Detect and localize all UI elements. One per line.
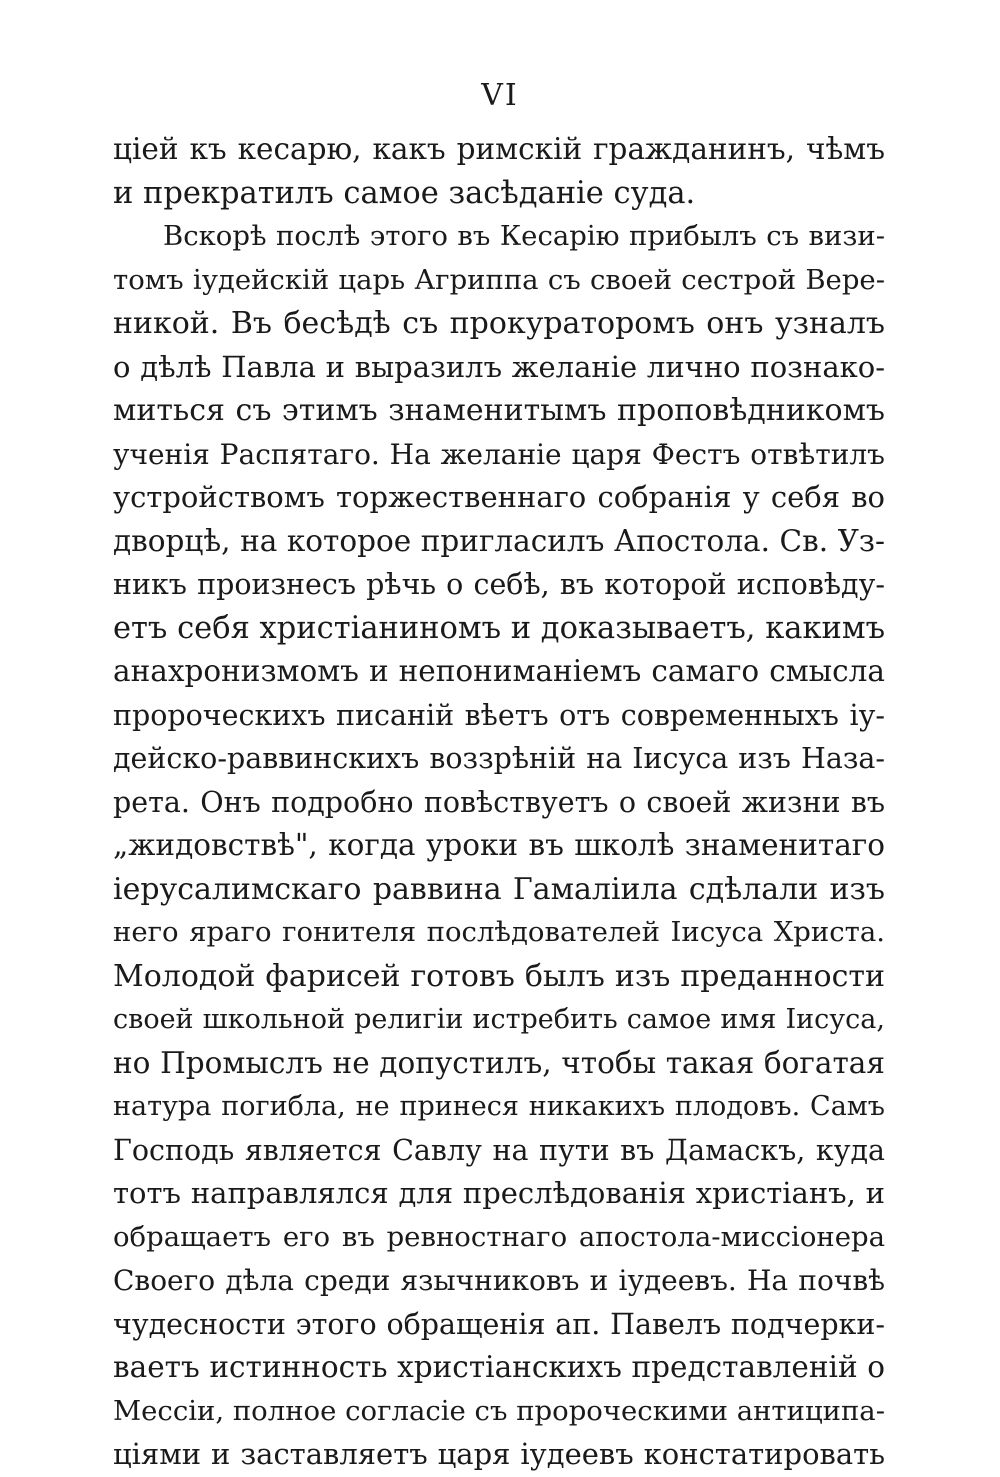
body-text <box>113 128 885 1477</box>
text-line: ваетъ истинность христiанскихъ представленiй о <box>113 1350 885 1384</box>
text-line: устройствомъ торжественнаго собранiя у себя во <box>113 480 885 514</box>
text-line: Мессiи, полное согласiе съ пророческими антиципа- <box>113 1394 885 1427</box>
text-line: своей школьной религiи истребить самое имя Iисуса, <box>113 1004 885 1035</box>
text-line: и прекратилъ самое засѣданiе суда. <box>113 175 696 211</box>
text-line: дейско-раввинскихъ воззрѣнiй на Iисуса изъ Наза- <box>113 742 885 775</box>
text-line: „жидовствѣ", когда уроки въ школѣ знаменитаго <box>113 828 885 862</box>
text-line: натура погибла, не принеся никакихъ плодовъ. Самъ <box>113 1091 885 1122</box>
text-line: никой. Въ бесѣдѣ съ прокураторомъ онъ узналъ <box>113 306 885 341</box>
text-line: но Промыслъ не допустилъ, чтобы такая богатая <box>113 1045 885 1080</box>
text-line: Вскорѣ послѣ этого въ Кесарiю прибылъ съ визи- <box>163 220 885 252</box>
text-line: цiей къ кесарю, какъ римскiй гражданинъ, чѣмъ <box>113 132 885 166</box>
text-line: етъ себя христiаниномъ и доказываетъ, какимъ <box>113 610 885 646</box>
text-line: миться съ этимъ знаменитымъ проповѣдникомъ <box>113 393 885 428</box>
text-line: томъ iудейскiй царь Агриппа съ своей сестрой Верe- <box>113 263 885 296</box>
text-line: никъ произнесъ рѣчь о себѣ, въ которой исповѣду- <box>113 568 885 601</box>
text-line: iерусалимскаго раввина Гамалiила сдѣлали изъ <box>113 871 885 907</box>
text-line: ученiя Распятаго. На желанiе царя Фестъ отвѣтилъ <box>113 437 885 471</box>
text-line: чудесности этого обращенiя ап. Павелъ подчерки- <box>113 1307 885 1341</box>
text-line: тотъ направлялся для преслѣдованiя христiанъ, и <box>113 1176 885 1210</box>
text-line: него яраго гонителя послѣдователей Iисуса Христа. <box>113 916 885 948</box>
text-line: цiями и заставляетъ царя iудеевъ констатировать <box>113 1437 885 1471</box>
page-number: VI <box>481 78 519 113</box>
text-line: анахронизмомъ и непониманiемъ самаго смысла <box>113 654 885 688</box>
text-line: обращаетъ его въ ревностнаго апостола-миссiонера <box>113 1220 885 1253</box>
text-line: о дѣлѣ Павла и выразилъ желанiе лично познако- <box>113 349 885 384</box>
text-line: дворцѣ, на которое пригласилъ Апостола. Св. Уз- <box>113 523 885 558</box>
text-line: Господь является Савлу на пути въ Дамаскъ, куда <box>113 1133 885 1167</box>
text-line: рета. Онъ подробно повѣствуетъ о своей жизни въ <box>113 785 885 819</box>
text-line: Своего дѣла среди язычниковъ и iудеевъ. На почвѣ <box>113 1264 885 1297</box>
text-line: пророческихъ писанiй вѣетъ отъ современныхъ iу- <box>113 698 885 732</box>
text-line: Молодой фарисей готовъ былъ изъ преданности <box>113 958 885 994</box>
